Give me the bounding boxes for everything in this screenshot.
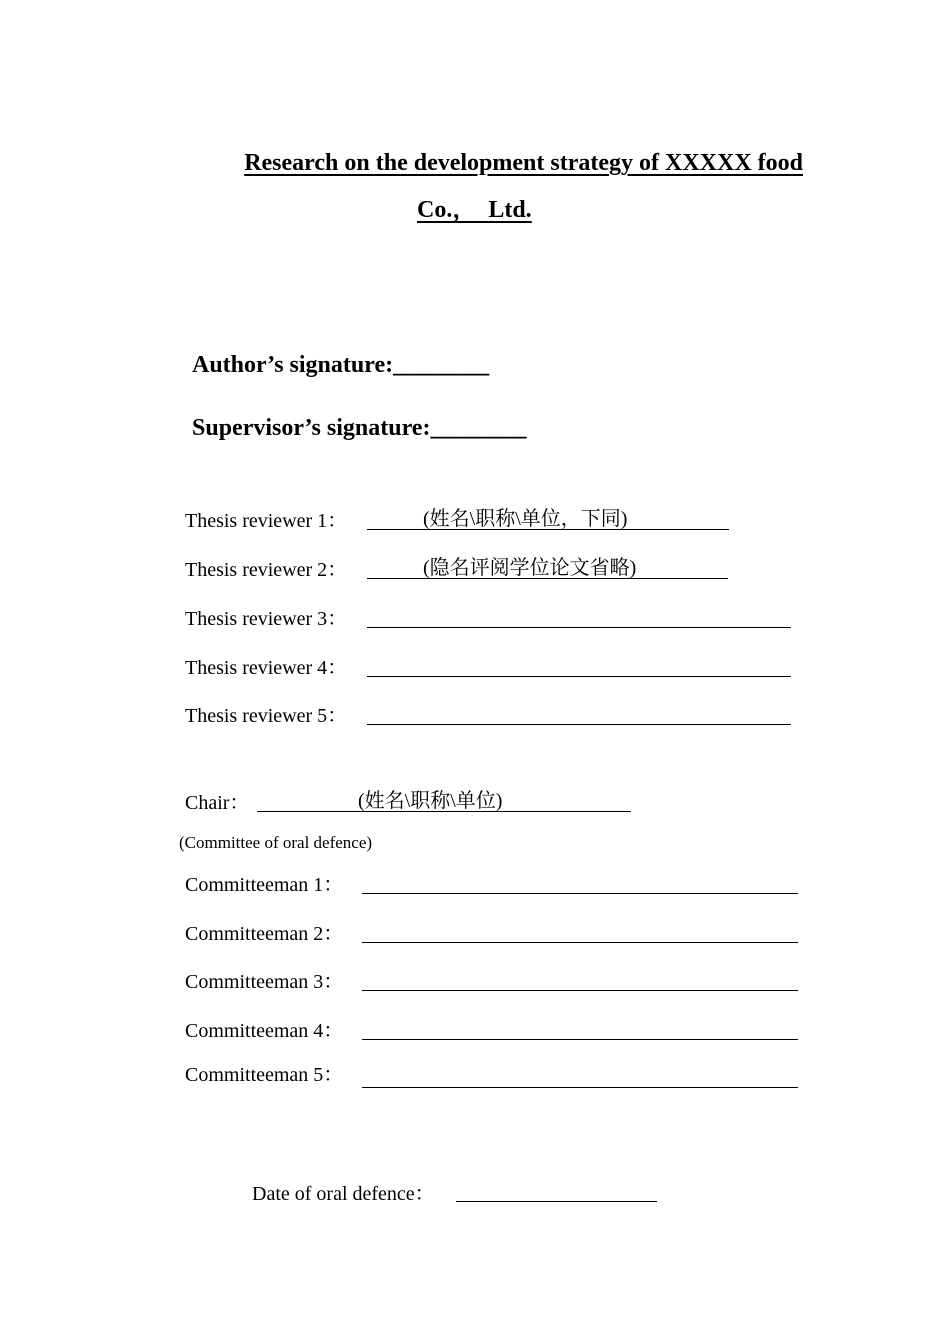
committeeman-2-label: Committeeman 2： [185, 923, 344, 945]
author-signature-blank[interactable]: ________ [393, 352, 490, 378]
author-signature-label: Author’s signature: [192, 352, 394, 378]
supervisor-signature-label: Supervisor’s signature: [192, 415, 431, 441]
reviewer-4-label: Thesis reviewer 4： [185, 657, 348, 679]
reviewer-3-field[interactable] [367, 627, 791, 628]
author-signature[interactable] [192, 353, 489, 377]
committeeman-3-field[interactable] [362, 990, 798, 991]
committeeman-5-label: Committeeman 5： [185, 1064, 344, 1086]
thesis-title-line-2: Co.， Ltd. [417, 197, 532, 223]
supervisor-signature[interactable] [192, 416, 526, 440]
committeeman-1-field[interactable] [362, 893, 798, 894]
chair-label: Chair： [185, 792, 250, 814]
committeeman-1-label: Committeeman 1： [185, 874, 344, 896]
reviewer-5-label: Thesis reviewer 5： [185, 705, 348, 727]
committeeman-5-field[interactable] [362, 1087, 798, 1088]
committeeman-4-label: Committeeman 4： [185, 1020, 344, 1042]
reviewer-2-label: Thesis reviewer 2： [185, 559, 348, 581]
reviewer-5-field[interactable] [367, 724, 791, 725]
reviewer-2-value: (隐名评阅学位论文省略) [423, 557, 637, 579]
thesis-title-line-1: Research on the development strategy of XXXXX food [244, 150, 803, 176]
reviewer-1-label: Thesis reviewer 1： [185, 510, 348, 532]
reviewer-4-field[interactable] [367, 676, 791, 677]
defence-date-label: Date of oral defence： [252, 1183, 435, 1205]
reviewer-1-value: (姓名\职称\单位，下同) [423, 508, 628, 530]
supervisor-signature-blank[interactable]: ________ [430, 415, 527, 441]
committee-note: (Committee of oral defence) [179, 833, 373, 852]
committeeman-2-field[interactable] [362, 942, 798, 943]
chair-value: (姓名\职称\单位) [358, 790, 503, 812]
defence-date-field[interactable] [456, 1201, 657, 1202]
committeeman-3-label: Committeeman 3： [185, 971, 344, 993]
committeeman-4-field[interactable] [362, 1039, 798, 1040]
reviewer-3-label: Thesis reviewer 3： [185, 608, 348, 630]
